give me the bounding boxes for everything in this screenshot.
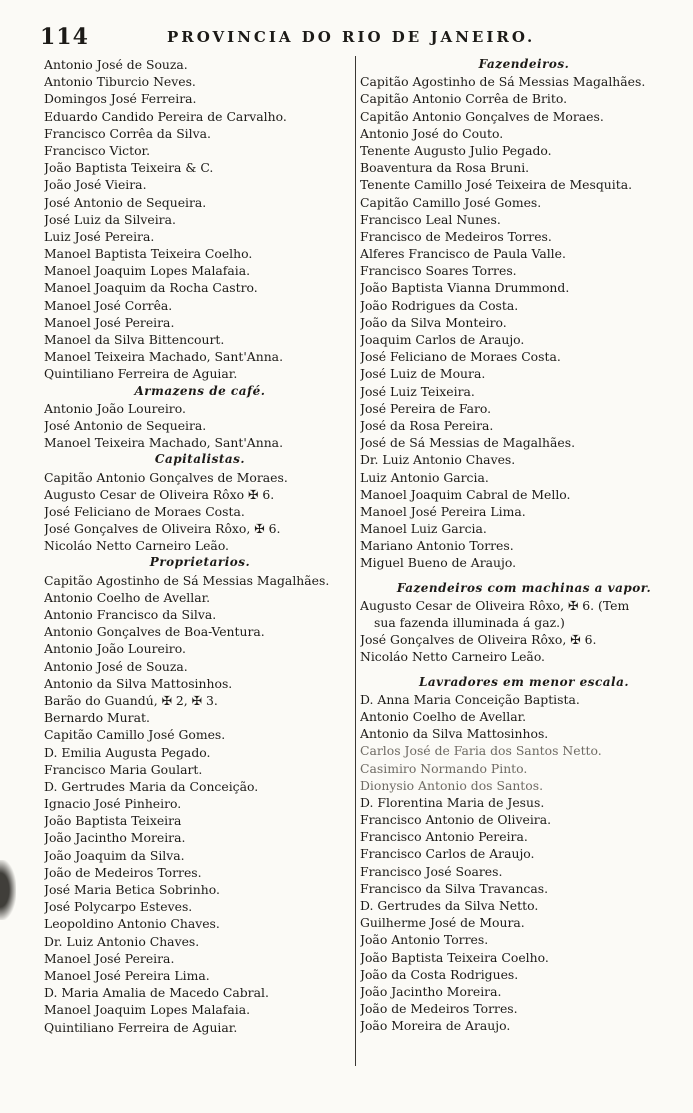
list-item: João Baptista Teixeira & C. (44, 160, 214, 176)
list-item: Dr. Luiz Antonio Chaves. (360, 452, 516, 468)
list-item: Manoel José Pereira. (44, 314, 175, 330)
list-item: Antonio da Silva Mattosinhos. (44, 675, 233, 691)
list-item: Antonio José de Souza. (44, 57, 188, 72)
list-item: Bernardo Murat. (44, 710, 150, 726)
list-item: Ignacio José Pinheiro. (44, 796, 182, 812)
list-item: Manoel José Pereira. (44, 950, 175, 966)
list-item: Manoel José Corrêa. (44, 297, 173, 313)
list-item: Manoel José Pereira Lima. (360, 503, 526, 519)
list-item: Alferes Francisco de Paula Valle. (360, 246, 566, 262)
list-item: Leopoldino Antonio Chaves. (44, 916, 220, 932)
list-item: Antonio da Silva Mattosinhos. (360, 726, 549, 742)
list-item: João Joaquim da Silva. (44, 847, 185, 863)
page-number: 114 (40, 24, 89, 50)
list-item: Francisco Leal Nunes. (360, 211, 501, 227)
list-item: José Antonio de Sequeira. (44, 417, 207, 433)
list-item: Francisco Antonio Pereira. (360, 829, 528, 845)
spacer (360, 666, 688, 674)
list-item: José Pereira de Faro. (360, 400, 492, 416)
list-item: Capitão Antonio Gonçalves de Moraes. (360, 108, 604, 124)
spacer (360, 572, 688, 580)
list-item: Francisco Carlos de Araujo. (360, 846, 535, 862)
list-item: Barão do Guandú, ✠ 2, ✠ 3. (44, 692, 218, 708)
list-item: João Baptista Teixeira (44, 813, 182, 829)
list-item: Francisco da Silva Travancas. (360, 880, 549, 896)
list-item: Francisco Corrêa da Silva. (44, 125, 211, 141)
list-item: José da Rosa Pereira. (360, 417, 494, 433)
list-item: Capitão Antonio Gonçalves de Moraes. (44, 469, 288, 485)
list-item: João Baptista Teixeira Coelho. (360, 949, 549, 965)
list-item: Capitão Agostinho de Sá Messias Magalhães. (360, 74, 646, 90)
list-item: João Rodrigues da Costa. (360, 297, 519, 313)
list-item: Nicoláo Netto Carneiro Leão. (44, 538, 230, 554)
page-title: PROVINCIA DO RIO DE JANEIRO. (167, 28, 536, 46)
list-item: Capitão Antonio Corrêa de Brito. (360, 91, 568, 107)
list-item: João José Vieira. (44, 177, 147, 193)
list-item: Francisco Soares Torres. (360, 263, 517, 279)
list-item: Manoel Luiz Garcia. (360, 521, 487, 537)
list-item: Manoel Joaquim Lopes Malafaia. (44, 1002, 251, 1018)
list-item: Luiz José Pereira. (44, 228, 155, 244)
list-item: Francisco Antonio de Oliveira. (360, 812, 552, 828)
list-item: Manoel Joaquim da Rocha Castro. (44, 280, 258, 296)
list-item: José Luiz Teixeira. (360, 383, 475, 399)
list-item: João da Costa Rodrigues. (360, 966, 519, 982)
ink-stain (0, 860, 16, 920)
list-item: Capitão Agostinho de Sá Messias Magalhães. (44, 572, 330, 588)
list-item: José Antonio de Sequeira. (44, 194, 207, 210)
list-item: Capitão Camillo José Gomes. (44, 727, 226, 743)
list-item: Antonio José do Couto. (360, 125, 504, 141)
list-item: Augusto Cesar de Oliveira Rôxo, ✠ 6. (Tem (360, 597, 630, 613)
list-item: Eduardo Candido Pereira de Carvalho. (44, 108, 287, 124)
list-item: João da Silva Monteiro. (360, 314, 507, 330)
list-item: José Polycarpo Esteves. (44, 899, 193, 915)
list-item: João Jacintho Moreira. (360, 983, 502, 999)
list-item: João Baptista Vianna Drummond. (360, 280, 570, 296)
list-item: D. Anna Maria Conceição Baptista. (360, 691, 580, 707)
list-item: Dr. Luiz Antonio Chaves. (44, 933, 200, 949)
list-item: Antonio Coelho de Avellar. (360, 708, 527, 724)
list-item: José Gonçalves de Oliveira Rôxo, ✠ 6. (360, 632, 597, 648)
list-item: D. Gertrudes Maria da Conceição. (44, 778, 259, 794)
list-item: Francisco de Medeiros Torres. (360, 228, 552, 244)
list-item: Antonio João Loureiro. (44, 400, 186, 416)
list-item: Antonio Gonçalves de Boa-Ventura. (44, 624, 265, 640)
list-item: Quintiliano Ferreira de Aguiar. (44, 1019, 238, 1035)
list-item: Manoel Joaquim Lopes Malafaia. (44, 263, 251, 279)
list-item: Antonio José de Souza. (44, 658, 188, 674)
list-item: José Luiz de Moura. (360, 366, 486, 382)
list-item: Miguel Bueno de Araujo. (360, 555, 517, 571)
right-column (360, 56, 688, 1035)
list-item: João de Medeiros Torres. (360, 1001, 518, 1017)
list-item: João Moreira de Araujo. (360, 1018, 511, 1034)
list-item: sua fazenda illuminada á gaz.) (374, 615, 565, 630)
list-item: Manoel José Pereira Lima. (44, 967, 210, 983)
list-item: João Antonio Torres. (360, 932, 489, 948)
list-item: D. Emilia Augusta Pegado. (44, 744, 211, 760)
list-item: Manoel Teixeira Machado, Sant'Anna. (44, 349, 284, 365)
list-item: Antonio Tiburcio Neves. (44, 74, 196, 90)
list-item: Manoel da Silva Bittencourt. (44, 332, 225, 347)
section-heading: Proprietarios. (149, 555, 251, 570)
section-heading: Fazendeiros com machinas a vapor. (396, 580, 652, 595)
section-heading: Lavradores em menor escala. (418, 674, 630, 689)
list-item: João Jacintho Moreira. (44, 830, 186, 846)
list-item: Manoel Baptista Teixeira Coelho. (44, 246, 253, 262)
list-item: Francisco Victor. (44, 142, 151, 158)
list-item: Antonio João Loureiro. (44, 641, 186, 657)
section-heading: Fazendeiros. (478, 57, 570, 71)
column-divider (355, 56, 356, 1066)
list-item: João de Medeiros Torres. (44, 864, 202, 880)
list-item: Dionysio Antonio dos Santos. (360, 777, 544, 793)
list-item: Tenente Camillo José Teixeira de Mesquita. (360, 177, 633, 193)
page-header (40, 24, 680, 50)
list-item: José Gonçalves de Oliveira Rôxo, ✠ 6. (44, 521, 281, 537)
list-item: Quintiliano Ferreira de Aguiar. (44, 366, 238, 382)
list-item: Joaquim Carlos de Araujo. (360, 332, 525, 347)
list-item: José Luiz da Silveira. (44, 211, 176, 227)
list-item: José Feliciano de Moraes Costa. (44, 503, 245, 519)
list-item: D. Florentina Maria de Jesus. (360, 794, 545, 810)
list-item: Francisco Maria Goulart. (44, 761, 203, 777)
list-item: Capitão Camillo José Gomes. (360, 194, 542, 210)
left-column (44, 56, 356, 1036)
list-item: Francisco José Soares. (360, 863, 503, 879)
list-item: D. Maria Amalia de Macedo Cabral. (44, 985, 269, 1001)
list-item: Casimiro Normando Pinto. (360, 760, 528, 776)
list-item: Domingos José Ferreira. (44, 91, 197, 107)
list-item: Tenente Augusto Julio Pegado. (360, 142, 552, 158)
list-item: D. Gertrudes da Silva Netto. (360, 898, 539, 913)
list-item: José Feliciano de Moraes Costa. (360, 349, 561, 365)
list-item: Manoel Teixeira Machado, Sant'Anna. (44, 435, 284, 451)
list-item: José de Sá Messias de Magalhães. (360, 435, 576, 451)
list-item: José Maria Betica Sobrinho. (44, 882, 220, 897)
list-item: Antonio Coelho de Avellar. (44, 589, 211, 605)
section-heading: Capitalistas. (154, 452, 246, 467)
list-item: Nicoláo Netto Carneiro Leão. (360, 649, 546, 665)
list-item: Guilherme José de Moura. (360, 915, 525, 931)
list-item: Manoel Joaquim Cabral de Mello. (360, 486, 571, 502)
section-heading: Armazens de café. (134, 383, 266, 398)
list-item: Luiz Antonio Garcia. (360, 469, 489, 485)
list-item: Boaventura da Rosa Bruni. (360, 160, 530, 176)
list-item: Carlos José de Faria dos Santos Netto. (360, 743, 602, 759)
list-item: Antonio Francisco da Silva. (44, 607, 217, 622)
list-item: Mariano Antonio Torres. (360, 538, 514, 554)
list-item: Augusto Cesar de Oliveira Rôxo ✠ 6. (44, 486, 275, 502)
